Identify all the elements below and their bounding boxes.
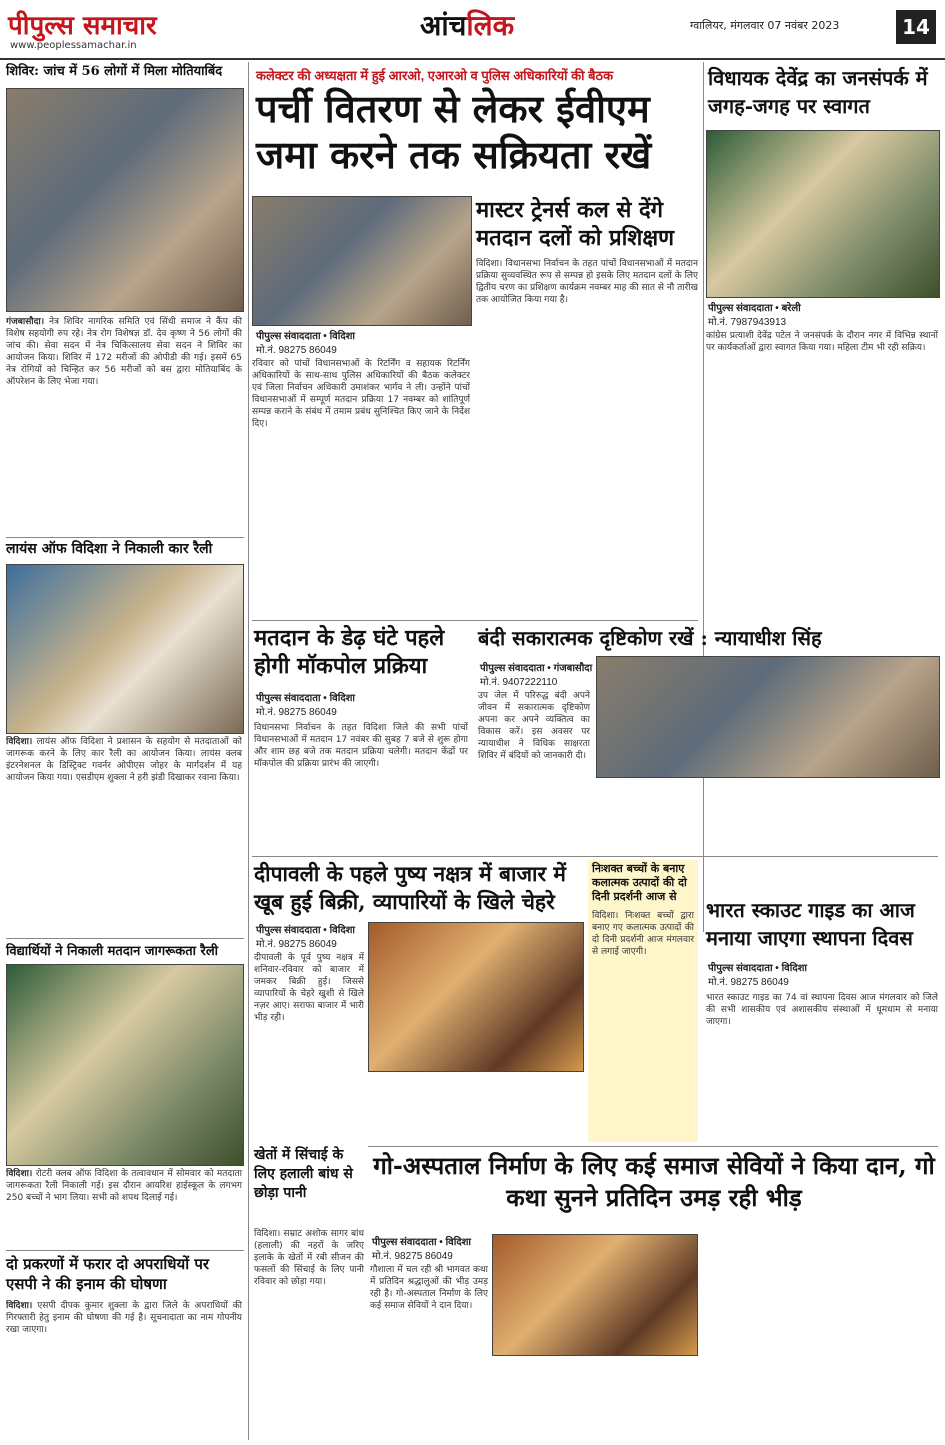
story-headline: विद्यार्थियों ने निकाली मतदान जागरूकता रैली: [6, 944, 219, 959]
divider: [6, 1250, 244, 1251]
judge-byline: पीपुल्स संवाददाता • गंजबासौदा: [480, 663, 593, 674]
cow-photo: [492, 1234, 698, 1356]
story-headline: शिविर: जांच में 56 लोगों में मिला मोतियाबिंद: [6, 64, 223, 79]
mla-text: कांग्रेस प्रत्याशी देवेंद्र पटेल ने जनसंपर्क के दौरान नगर में विभिन्न स्थानों पर कार्यकर्ताओं द्वारा स्वागत किया गया। महिला टीम भी रही सक्रिय।: [706, 331, 938, 353]
mla-byline: पीपुल्स संवाददाता • बरेली: [708, 303, 801, 314]
judge-photo: [596, 656, 940, 778]
mla-photo: [706, 130, 940, 298]
children-text: विदिशा। निःशक्त बच्चों द्वारा बनाए गए कलात्मक उत्पादों की दो दिनी प्रदर्शनी आज मंगलवार से लगाई जाएगी।: [592, 911, 694, 957]
lead-byline: पीपुल्स संवाददाता • विदिशा: [256, 331, 356, 342]
story-reward: [6, 1254, 244, 1440]
story-car-rally: [6, 540, 244, 935]
scout-text: भारत स्काउट गाइड का 74 वां स्थापना दिवस आज मंगलवार को जिले की सभी शासकीय एवं अशासकीय संस्थाओं में धूमधाम से मनाया जाएगा।: [706, 993, 938, 1027]
sub-text: विदिशा। विधानसभा निर्वाचन के तहत पांचों विधानसभाओं में मतदान प्रक्रिया सुव्यवस्थित रूप से सम्पन्न हो इसके लिए मतदान दलों के लिए द्वितीय चरण का प्रशिक्षण कार्यक्रम नवम्बर माह की सात से नौ तारीख तक आयोजित किया गया है।: [476, 259, 698, 305]
lead-text: रविवार को पांचों विधानसभाओं के रिटर्निंग व सहायक रिटर्निंग अधिकारियों के साथ-साथ पुलिस अधिकारियों की बैठक कलेक्टर एवं जिला निर्वाचन अधिकारी उमाशंकर भार्गव ने ली। उन्होंने पांचों विधानसभाओं में सम्पूर्ण मतदान प्रक्रिया 17 नवम्बर को शांतिपूर्ण सम्पन्न कराने के संबंध में तमाम प्रबंध सुनिश्चित किए जाने के निर्देश दिए।: [252, 359, 470, 429]
story-body: लायंस ऑफ विदिशा ने प्रशासन के सहयोग से मतदाताओं को जागरूक करने के लिए कार रैली का आयोजन किया। लायंस क्लब इंटरनेशनल के डिस्ट्रिक्ट गवर्नर ओपीएस जोहर के मार्गदर्शन में यह आयोजन किया गया। एसडीएम शुक्ला ने हरी झंडी दिखाकर रवाना किया।: [6, 737, 242, 783]
divider: [6, 938, 244, 939]
story-student-rally: [6, 942, 244, 1248]
lead-headline: पर्ची वितरण से लेकर ईवीएम जमा करने तक सक्रियता रखें: [256, 86, 652, 177]
diwali-text: दीपावली के पूर्व पुष्य नक्षत्र में शनिवार-रविवार को बाजार में जमकर बिक्री हुई। जिससे व्यापारियों के चेहरे खुशी से खिले नज़र आए। सराफा बाजार में भारी भीड़ रही।: [254, 953, 364, 1023]
divider: [6, 537, 244, 538]
masthead: [0, 0, 945, 60]
story-eye-camp: [6, 62, 244, 532]
children-box: [588, 860, 698, 1142]
diwali-mobile: मो.नं. 98275 86049: [256, 939, 337, 950]
story-body: रोटरी क्लब ऑफ विदिशा के तत्वावधान में सोमवार को मतदाता जागरूकता रैली निकाली गई। इस दौरान आयरिश हाईस्कूल के लगभग 250 बच्चों ने भाग लिया। सभी को शपथ दिलाई गई।: [6, 1169, 242, 1203]
mock-mobile: मो.नं. 98275 86049: [256, 707, 337, 718]
mock-headline: मतदान के डेढ़ घंटे पहले होगी मॉकपोल प्रक्रिया: [254, 625, 445, 679]
mock-byline: पीपुल्स संवाददाता • विदिशा: [256, 693, 356, 704]
sub-headline: मास्टर ट्रेनर्स कल से देंगे मतदान दलों को प्रशिक्षण: [476, 197, 675, 251]
story-photo: [6, 964, 244, 1166]
cow-headline: गो-अस्पताल निर्माण के लिए कई समाज सेवियों ने किया दान, गो कथा सुनने प्रतिदिन उमड़ रही भीड़: [373, 1151, 935, 1212]
story-headline: दो प्रकरणों में फरार दो अपराधियों पर एसपी ने की इनाम की घोषणा: [6, 1255, 209, 1293]
divider: [252, 620, 698, 621]
story-body: नेत्र शिविर नागरिक समिति एवं सिंधी समाज ने कैंप की विशेष सहयोगी रुप रहे। नेत्र रोग विशेषज्ञ डॉ. देव कृष्ण ने 56 लोगों की जांच की। सेवा सदन में नेत्र चिकित्सालय सेवा सदन ने शिविर का आयोजन किया। शिविर में 172 मरीजों की ओपीडी की गई। इसमें 65 नेत्र रोगियों को चिन्हित कर 56 मरीजों को बस द्वारा मोतियाबिंद के ऑपरेशन के लिए भेजा गया।: [6, 317, 242, 387]
section-title-suffix: लिक: [466, 9, 515, 42]
lead-mobile: मो.नं. 98275 86049: [256, 345, 337, 356]
judge-headline: बंदी सकारात्मक दृष्टिकोण रखें : न्यायाधीश सिंह: [478, 626, 822, 650]
divider: [252, 856, 938, 857]
mock-text: विधानसभा निर्वाचन के तहत विदिशा जिले की सभी पांचों विधानसभाओं में मतदान 17 नवंबर की सुबह 7 बजे से शुरू होगा और शाम छह बजे तक मतदान प्रक्रिया चलेगी। मतदान केंद्रों पर मॉकपोल की प्रक्रिया प्रारंभ की जाएगी।: [254, 723, 468, 769]
section-title-prefix: आंच: [420, 9, 467, 42]
diwali-photo: [368, 922, 584, 1072]
story-text: [6, 1300, 242, 1436]
cow-byline: पीपुल्स संवाददाता • विदिशा: [372, 1237, 472, 1248]
judge-mobile: मो.नं. 9407222110: [480, 677, 558, 688]
scout-headline: भारत स्काउट गाइड का आज मनाया जाएगा स्थापना दिवस: [706, 898, 915, 950]
mla-mobile: मो.नं. 7987943913: [708, 317, 787, 328]
section-title: [420, 6, 514, 44]
story-text: [6, 736, 242, 936]
website-url[interactable]: www.peoplessamachar.in: [10, 40, 137, 51]
story-photo: [6, 88, 244, 312]
diwali-headline: दीपावली के पहले पुष्य नक्षत्र में बाजार में खूब हुई बिक्री, व्यापारियों के खिले चेहरे: [254, 861, 566, 914]
irrigation-headline: खेतों में सिंचाई के लिए हलाली बांध से छोड़ा पानी: [254, 1147, 353, 1201]
story-headline: लायंस ऑफ विदिशा ने निकाली कार रैली: [6, 541, 213, 557]
story-body: एसपी दीपक कुमार शुक्ला के द्वारा जिले के अपराधियों की गिरफ्तारी हेतु इनाम की घोषणा की गई है। सूचनादाता का नाम गोपनीय रखा जाएगा।: [6, 1301, 242, 1335]
column-divider: [703, 62, 704, 932]
divider: [368, 1146, 938, 1147]
story-dateline: विदिशा।: [6, 1301, 33, 1311]
irrigation-text: विदिशा। सम्राट अशोक सागर बांध (हलाली) की नहरों के जरिए इलाके के खेतों में रबी सीजन की फसलों की सिंचाई के लिए पानी रविवार को छोड़ा गया।: [254, 1229, 364, 1287]
mla-headline: विधायक देवेंद्र का जनसंपर्क में जगह-जगह पर स्वागत: [708, 66, 928, 118]
lead-photo: [252, 196, 472, 326]
story-photo: [6, 564, 244, 734]
children-headline: निःशक्त बच्चों के बनाए कलात्मक उत्पादों की दो दिनी प्रदर्शनी आज से: [592, 862, 687, 903]
cow-text: गौशाला में चल रही श्री भागवत कथा में प्रतिदिन श्रद्धालुओं की भीड़ उमड़ रही है। गो-अस्पताल निर्माण के लिए कई समाज सेवियों ने दान दिया।: [370, 1265, 488, 1311]
newspaper-brand: पीपुल्स समाचार: [8, 11, 157, 41]
lead-kicker: कलेक्टर की अध्यक्षता में हुई आरओ, एआरओ व पुलिस अधिकारियों की बैठक: [256, 68, 614, 83]
cow-mobile: मो.नं. 98275 86049: [372, 1251, 453, 1262]
story-dateline: गंजबासौदा।: [6, 317, 45, 327]
diwali-byline: पीपुल्स संवाददाता • विदिशा: [256, 925, 356, 936]
column-divider: [248, 62, 249, 1440]
story-dateline: विदिशा।: [6, 737, 33, 747]
judge-text: उप जेल में परिरुद्ध बंदी अपने जीवन में सकारात्मक दृष्टिकोण अपना कर अपने व्यक्तित्व का विकास करें। इस अवसर पर न्यायाधीश ने विधिक साक्षरता शिविर में बंदियों को जानकारी दी।: [478, 691, 590, 761]
page-number: 14: [896, 10, 936, 44]
scout-mobile: मो.नं. 98275 86049: [708, 977, 789, 988]
story-dateline: विदिशा।: [6, 1169, 33, 1179]
scout-byline: पीपुल्स संवाददाता • विदिशा: [708, 963, 808, 974]
dateline: ग्वालियर, मंगलवार 07 नवंबर 2023: [690, 19, 840, 32]
story-text: [6, 1168, 242, 1248]
